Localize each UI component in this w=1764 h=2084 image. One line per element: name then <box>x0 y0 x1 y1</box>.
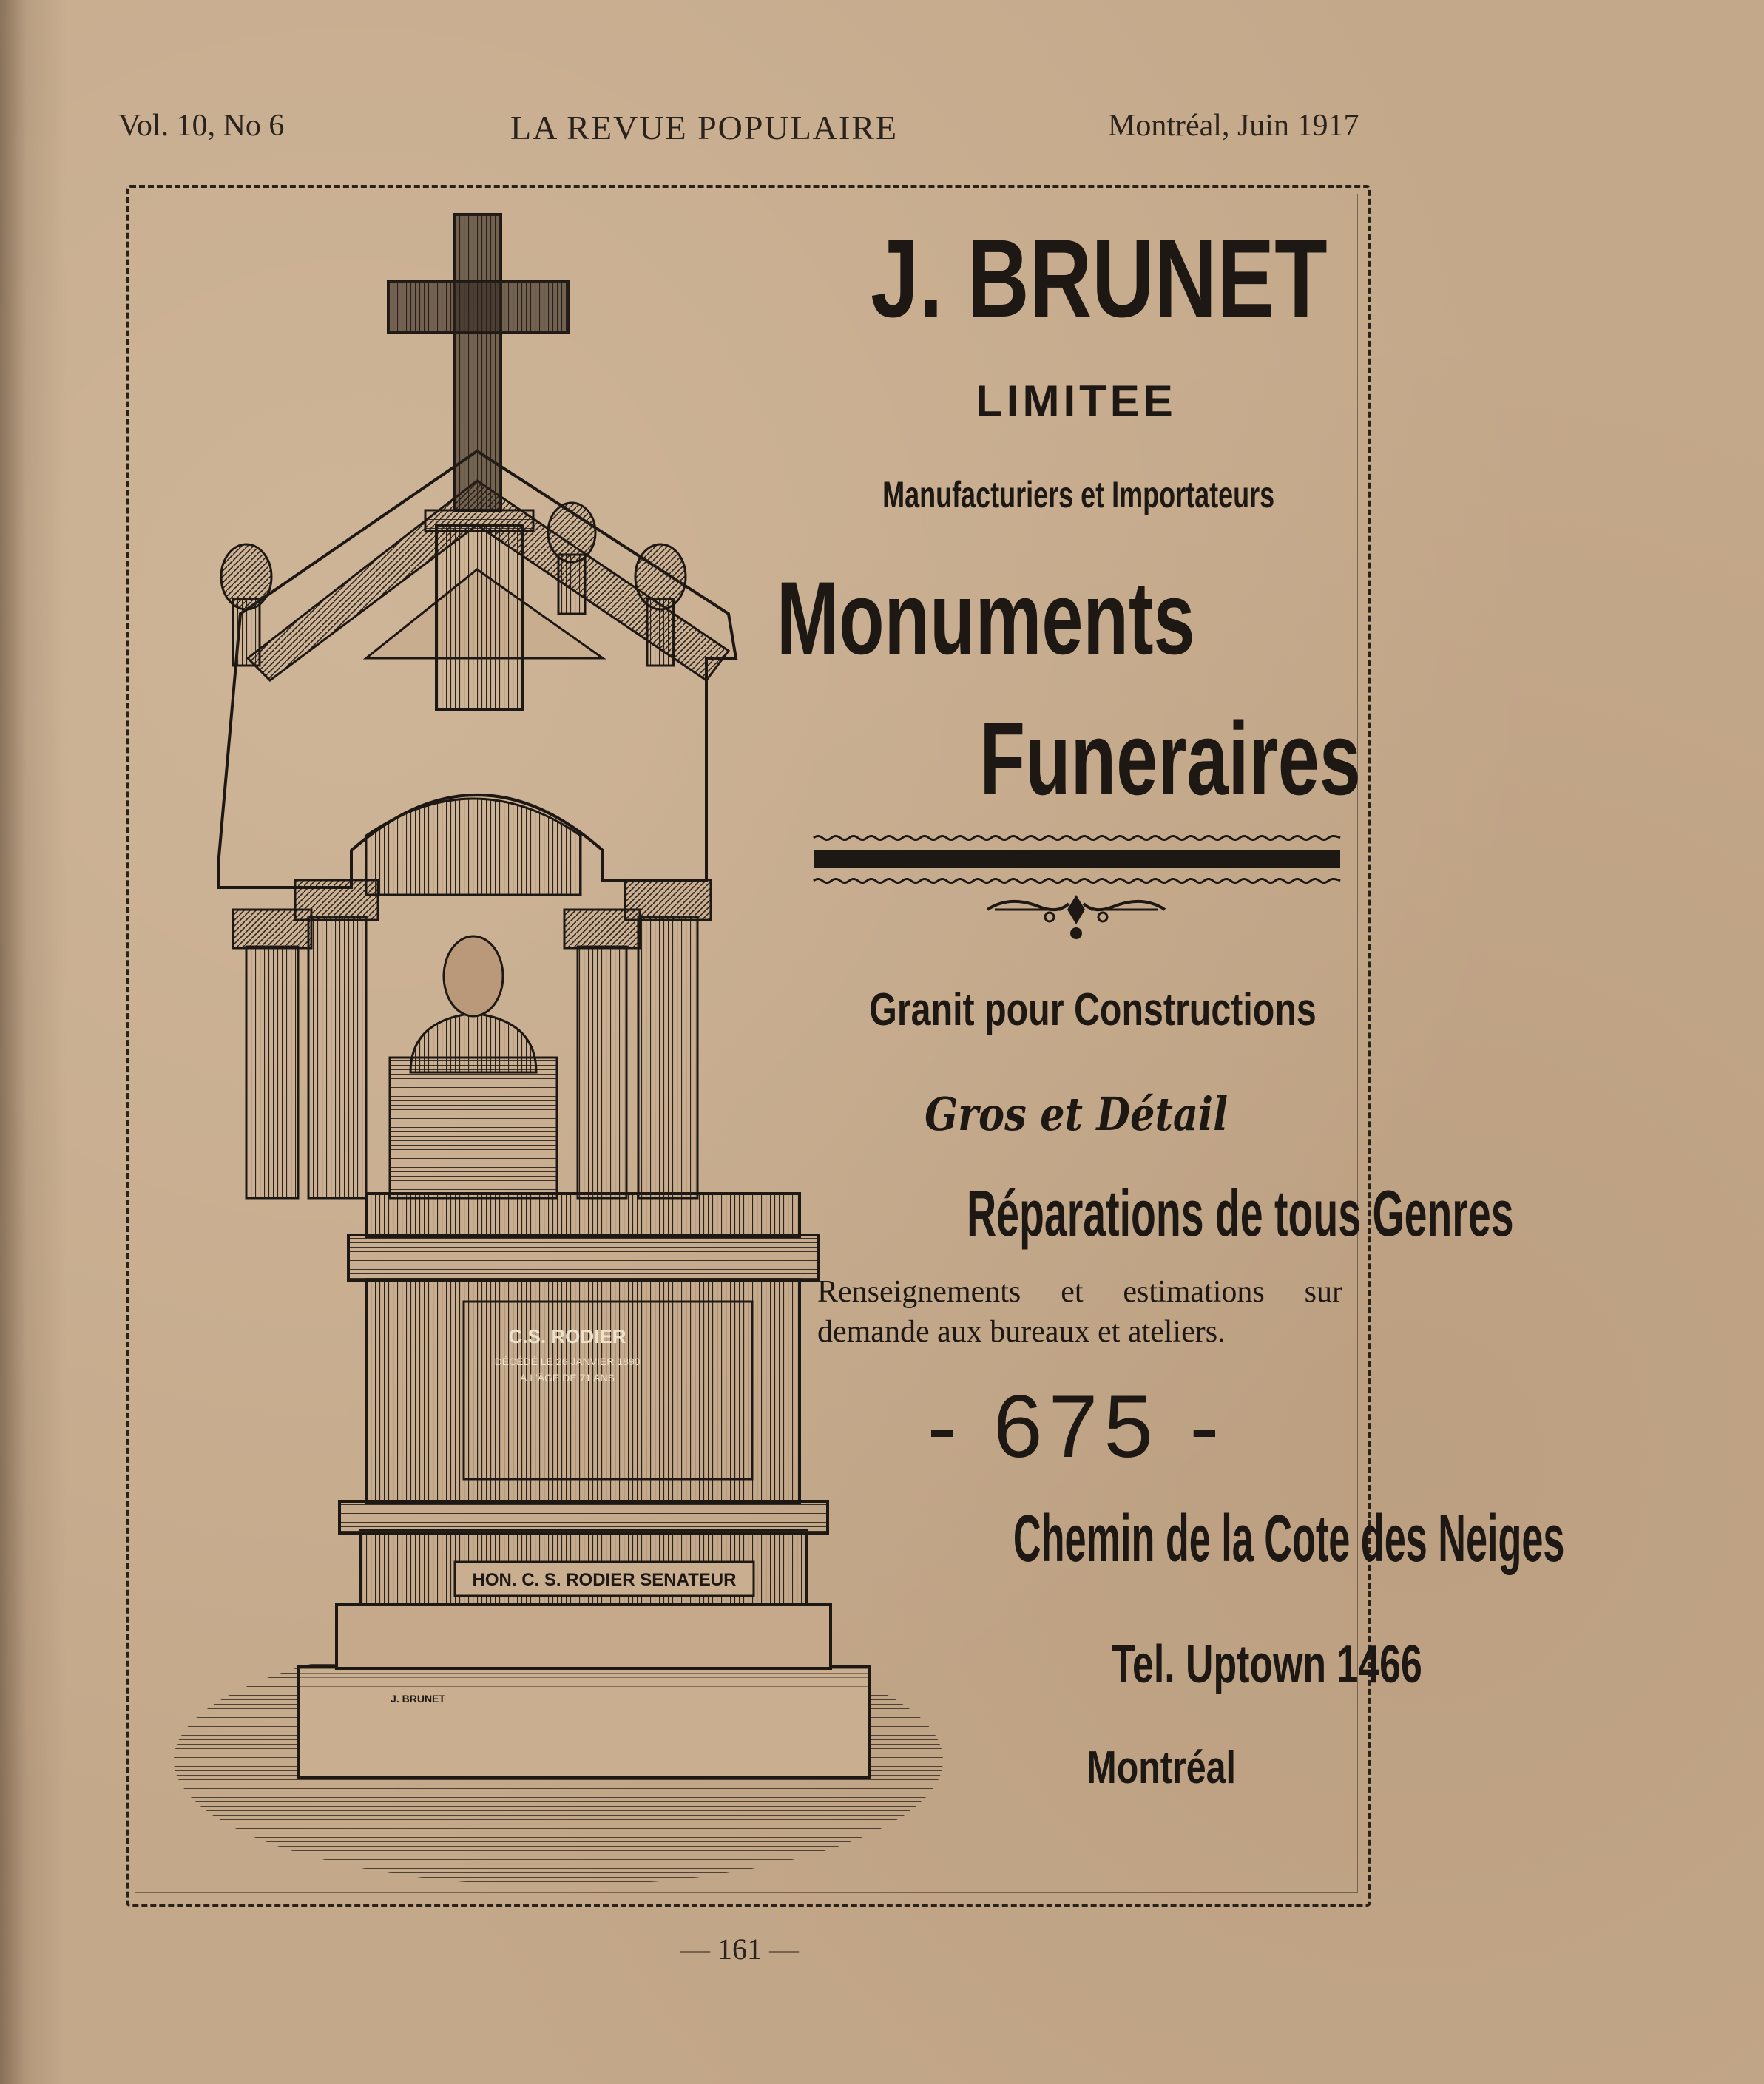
ornament-flourish-icon <box>980 887 1172 947</box>
service-wholesale-retail: Gros et Détail <box>925 1087 1228 1141</box>
bust <box>390 936 557 1198</box>
company-name: J. BRUNET <box>871 216 1328 340</box>
trade-line: Manufacturiers et Importateurs <box>882 474 1275 515</box>
monument-illustration <box>144 200 1002 1893</box>
phone-number: Tel. Uptown 1466 <box>1112 1635 1422 1694</box>
page-number: — 161 — <box>680 1932 799 1966</box>
wavy-rule-bottom <box>814 877 1340 884</box>
service-repairs: Réparations de tous Genres <box>967 1177 1514 1250</box>
senator-plaque: HON. C. S. RODIER SENATEUR <box>472 1570 737 1590</box>
thick-rule <box>814 850 1340 868</box>
header-date: Montréal, Juin 1917 <box>1108 109 1359 143</box>
city: Montréal <box>1087 1742 1236 1793</box>
monument-base <box>298 1194 869 1778</box>
service-granite: Granit pour Constructions <box>869 984 1317 1035</box>
header-volume: Vol. 10, No 6 <box>118 109 285 143</box>
cross-icon <box>388 214 569 510</box>
product-line-funeraires: Funeraires <box>979 700 1361 816</box>
inscription-name: C.S. RODIER <box>508 1325 626 1347</box>
page-edge-shadow <box>0 0 67 2084</box>
street-number: - 675 - <box>927 1377 1226 1476</box>
spire <box>425 510 533 710</box>
maker-mark: J. BRUNET <box>391 1693 445 1705</box>
info-text: Renseignements et estimations sur demande aux bureaux et ateliers. <box>817 1275 1342 1349</box>
street-name: Chemin de la Cote des Neiges <box>1013 1502 1565 1576</box>
inscription-line-1: DÉCÉDÉ LE 26 JANVIER 1890 <box>494 1356 641 1367</box>
company-suffix: LIMITEE <box>976 376 1177 426</box>
header-publication-title: LA REVUE POPULAIRE <box>510 109 899 146</box>
inscription-line-2: À L'ÂGE DE 71 ANS <box>520 1372 615 1384</box>
product-line-monuments: Monuments <box>777 560 1195 676</box>
wavy-rule-top <box>814 834 1340 842</box>
